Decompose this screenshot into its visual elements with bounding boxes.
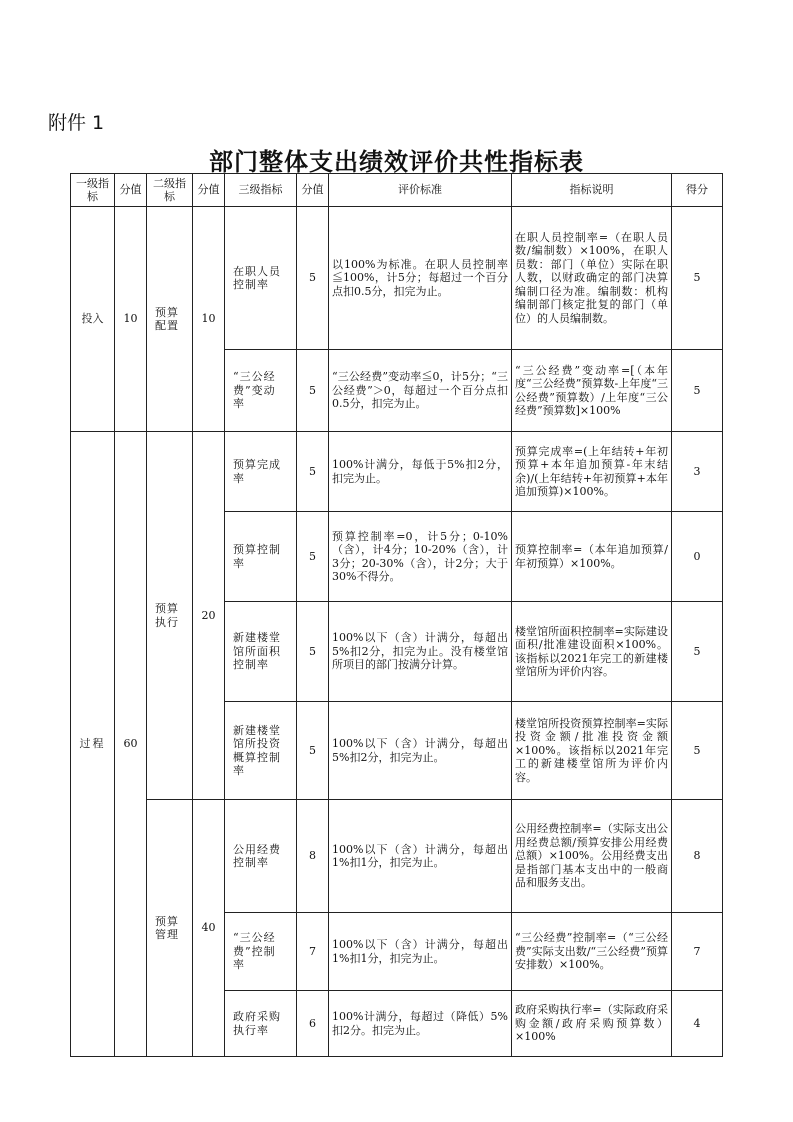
- points-cell: 8: [672, 800, 723, 913]
- header-score3: 分值: [297, 174, 329, 207]
- points-cell: 0: [672, 512, 723, 602]
- level1-score-cell: 10: [115, 207, 147, 432]
- level2-cell: 预算执行: [147, 432, 193, 800]
- indicator-cell: 预算完成率: [225, 432, 297, 512]
- description-cell: 政府采购执行率=（实际政府采购金额/政府采购预算数）×100%: [512, 991, 672, 1057]
- level2-cell: 预算管理: [147, 800, 193, 1057]
- points-cell: 5: [672, 602, 723, 702]
- header-level2: 二级指标: [147, 174, 193, 207]
- points-cell: 5: [672, 350, 723, 432]
- criteria-cell: 100%计满分，每低于5%扣2分，扣完为止。: [329, 432, 512, 512]
- criteria-cell: 100%以下（含）计满分，每超出1%扣1分，扣完为止。: [329, 800, 512, 913]
- description-cell: 公用经费控制率=（实际支出公用经费总额/预算安排公用经费总额）×100%。公用经费支出是指部门基本支出中的一般商品和服务支出。: [512, 800, 672, 913]
- description-cell: 预算控制率=（本年追加预算/年初预算）×100%。: [512, 512, 672, 602]
- level1-cell: 投入: [71, 207, 115, 432]
- table-row: [71, 207, 723, 350]
- level1-score-cell: 60: [115, 432, 147, 1057]
- score-cell: 5: [297, 207, 329, 350]
- indicator-cell: “三公经费”控制率: [225, 913, 297, 991]
- level2-score-cell: 40: [193, 800, 225, 1057]
- indicator-cell: 在职人员控制率: [225, 207, 297, 350]
- header-score1: 分值: [115, 174, 147, 207]
- description-cell: 在职人员控制率=（在职人员数/编制数）×100%，在职人员数：部门（单位）实际在职人数，以财政确定的部门决算编制口径为准。编制数：机构编制部门核定批复的部门（单位）的人员编制数。: [512, 207, 672, 350]
- header-description: 指标说明: [512, 174, 672, 207]
- criteria-cell: 100%计满分，每超过（降低）5%扣2分。扣完为止。: [329, 991, 512, 1057]
- indicator-cell: 公用经费控制率: [225, 800, 297, 913]
- header-level1: 一级指标: [71, 174, 115, 207]
- points-cell: 5: [672, 207, 723, 350]
- indicator-cell: 新建楼堂馆所面积控制率: [225, 602, 297, 702]
- score-cell: 5: [297, 602, 329, 702]
- indicator-cell: 预算控制率: [225, 512, 297, 602]
- table-row: [71, 432, 723, 512]
- criteria-cell: 100%以下（含）计满分，每超出1%扣1分，扣完为止。: [329, 913, 512, 991]
- indicator-cell: 新建楼堂馆所投资概算控制率: [225, 702, 297, 800]
- header-points: 得分: [672, 174, 723, 207]
- indicator-table: [70, 173, 723, 1057]
- indicator-cell: “三公经费”变动率: [225, 350, 297, 432]
- points-cell: 4: [672, 991, 723, 1057]
- score-cell: 8: [297, 800, 329, 913]
- page-title: 部门整体支出绩效评价共性指标表: [209, 148, 584, 176]
- level2-cell: 预算配置: [147, 207, 193, 432]
- criteria-cell: 预算控制率=0，计5分；0-10%（含），计4分；10-20%（含），计3分；20-30%（含），计2分；大于30%不得分。: [329, 512, 512, 602]
- description-cell: 预算完成率=(上年结转+年初预算+本年追加预算-年末结余)/(上年结转+年初预算+本年追加预算)×100%。: [512, 432, 672, 512]
- description-cell: “三公经费”变动率=[（本年度“三公经费”预算数-上年度“三公经费”预算数）/上年度“三公经费”预算数]×100%: [512, 350, 672, 432]
- header-criteria: 评价标准: [329, 174, 512, 207]
- attachment-label: 附件 1: [48, 112, 105, 134]
- score-cell: 5: [297, 702, 329, 800]
- score-cell: 5: [297, 512, 329, 602]
- level2-score-cell: 10: [193, 207, 225, 432]
- header-row: [71, 174, 723, 207]
- level1-cell: 过程: [71, 432, 115, 1057]
- criteria-cell: 100%以下（含）计满分，每超出5%扣2分，扣完为止。: [329, 702, 512, 800]
- points-cell: 3: [672, 432, 723, 512]
- criteria-cell: 以100%为标准。在职人员控制率≦100%，计5分；每超过一个百分点扣0.5分，扣完为止。: [329, 207, 512, 350]
- header-level3: 三级指标: [225, 174, 297, 207]
- score-cell: 6: [297, 991, 329, 1057]
- description-cell: 楼堂馆所投资预算控制率=实际投资金额/批准投资金额×100%。该指标以2021年完工的新建楼堂馆所为评价内容。: [512, 702, 672, 800]
- description-cell: 楼堂馆所面积控制率=实际建设面积/批准建设面积×100%。该指标以2021年完工的新建楼堂馆所为评价内容。: [512, 602, 672, 702]
- score-cell: 5: [297, 432, 329, 512]
- score-cell: 5: [297, 350, 329, 432]
- criteria-cell: 100%以下（含）计满分，每超出5%扣2分，扣完为止。没有楼堂馆所项目的部门按满分计算。: [329, 602, 512, 702]
- points-cell: 5: [672, 702, 723, 800]
- points-cell: 7: [672, 913, 723, 991]
- header-score2: 分值: [193, 174, 225, 207]
- level2-score-cell: 20: [193, 432, 225, 800]
- table-row: [71, 800, 723, 913]
- description-cell: “三公经费”控制率=（“三公经费”实际支出数/“三公经费”预算安排数）×100%。: [512, 913, 672, 991]
- criteria-cell: “三公经费”变动率≦0，计5分；“三公经费”＞0，每超过一个百分点扣0.5分，扣完为止。: [329, 350, 512, 432]
- score-cell: 7: [297, 913, 329, 991]
- indicator-cell: 政府采购执行率: [225, 991, 297, 1057]
